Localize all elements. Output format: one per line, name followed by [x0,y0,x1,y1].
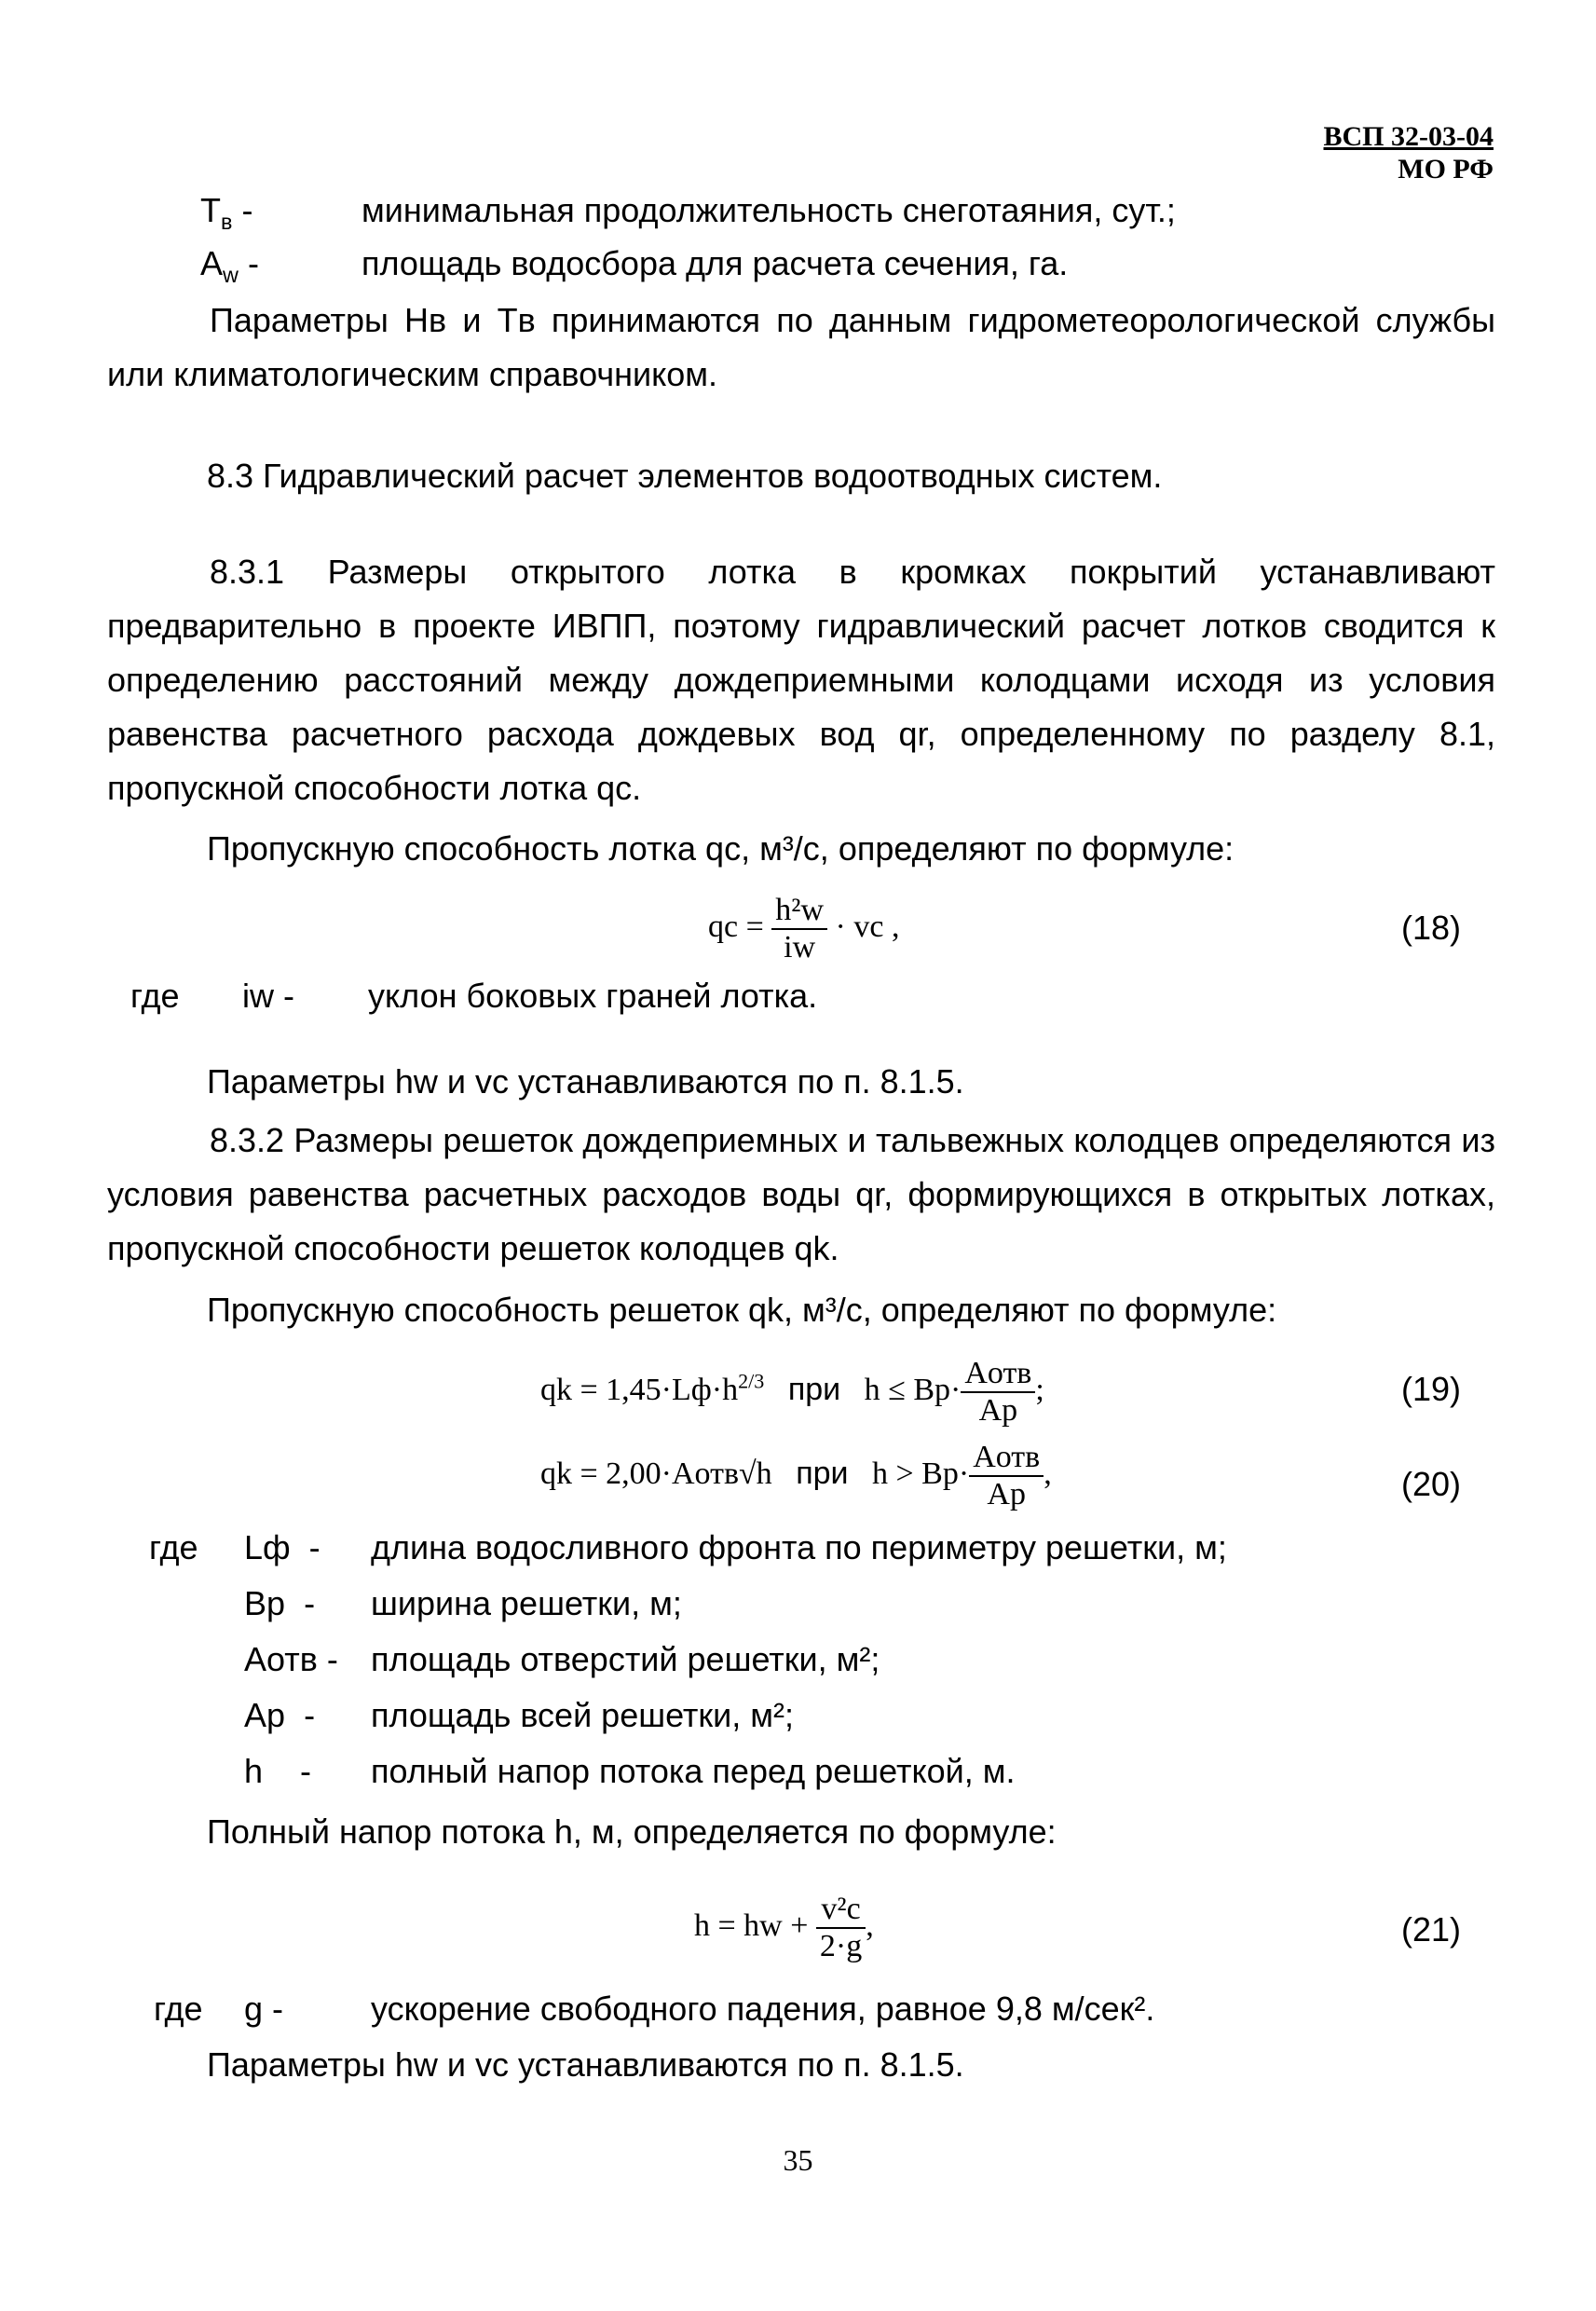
equation-19: qk = $1,45\cdot Lф\cdot h^{2/3}$ при h ≤ Bр· $\frac{\text{Aотв}}{Aр}$ ; [540,1356,1044,1428]
page-number: 35 [783,2143,813,2177]
where-text-lf: длина водосливного фронта по периметру решетки, м; [371,1528,1227,1566]
equation-18: qc = $\frac{\text{h²w}}{iw}$ · vc , [708,893,900,964]
where-label: где [130,977,180,1015]
where-label: где [149,1528,198,1566]
where-label: где [154,1990,203,2028]
where-text-iw: уклон боковых граней лотка. [368,977,818,1015]
paragraph-head: Полный напор потока h, м, определяется по формуле: [207,1812,1057,1851]
equation-number-21: (21) [1400,1910,1461,1949]
paragraph-params: Параметры Hв и Tв принимаются по данным гидрометеорологической службы или климатологическим справочником. [107,301,1495,393]
paragraph-8-3-2: 8.3.2 Размеры решеток дождеприемных и тальвежных колодцев определяются из условия равенства расчетных расходов воды qr, формирующихся в открытых лотках, пропускной способности решеток колодцев qk. [107,1121,1495,1267]
def-text-tv: минимальная продолжительность снеготаяния, сут.; [361,191,1176,229]
where-symbol-ap: Aр - [244,1696,316,1734]
where-text-aotv: площадь отверстий решетки, м²; [371,1640,880,1678]
where-text-g: ускорение свободного падения, равное 9,8 м/сек². [371,1990,1155,2028]
where-symbol-bp: Bр - [244,1584,316,1622]
where-symbol-iw: iw - [242,977,295,1015]
paragraph-params-hv: Параметры hw и vc устанавливаются по п. 8.1.5. [207,1062,964,1101]
equation-20: qk = 2,00·Aотв√h при h > Bр· $\frac{\text{Aотв}}{Aр}$ , [540,1440,1052,1511]
paragraph-grate-capacity: Пропускную способность решеток qk, м³/с, определяют по формуле: [207,1291,1277,1329]
where-symbol-g: g - [244,1990,284,2028]
where-symbol-lf: Lф - [244,1528,321,1566]
paragraph-tray-capacity: Пропускную способность лотка qc, м³/с, определяют по формуле: [207,829,1235,868]
equation-number-20: (20) [1400,1465,1461,1503]
where-symbol-aotv: Aотв - [244,1640,338,1678]
document-org: МО РФ [1398,154,1494,185]
equation-21: h = hw + $\frac{\text{v²c}}{2\cdot g}$ , [694,1892,874,1963]
where-text-bp: ширина решетки, м; [371,1584,682,1622]
where-text-h: полный напор потока перед решеткой, м. [371,1752,1016,1790]
where-text-ap: площадь всей решетки, м²; [371,1696,795,1734]
def-symbol-aw: $A_w$ - [200,244,259,288]
section-heading: 8.3 Гидравлический расчет элементов водоотводных систем. [207,457,1163,495]
where-symbol-h: h - [244,1752,312,1790]
equation-number-19: (19) [1400,1370,1461,1408]
document-code: ВСП 32-03-04 [1323,121,1494,152]
equation-number-18: (18) [1400,909,1461,947]
paragraph-8-3-1: 8.3.1 Размеры открытого лотка в кромках покрытий устанавливают предварительно в проекте ИВПП, поэтому гидравлический расчет лотков сводится к определению расстояний между дождеприемными колодцами исходя из условия равенства расчетного расхода дождевых вод qr, определенному по разделу 8.1, пропускной способности лотка qc. [107,553,1495,807]
paragraph-params-hv: Параметры hw и vc устанавливаются по п. 8.1.5. [207,2045,964,2084]
def-symbol-tv: $T_в$ - [200,191,253,235]
def-text-aw: площадь водосбора для расчета сечения, га. [361,244,1069,282]
